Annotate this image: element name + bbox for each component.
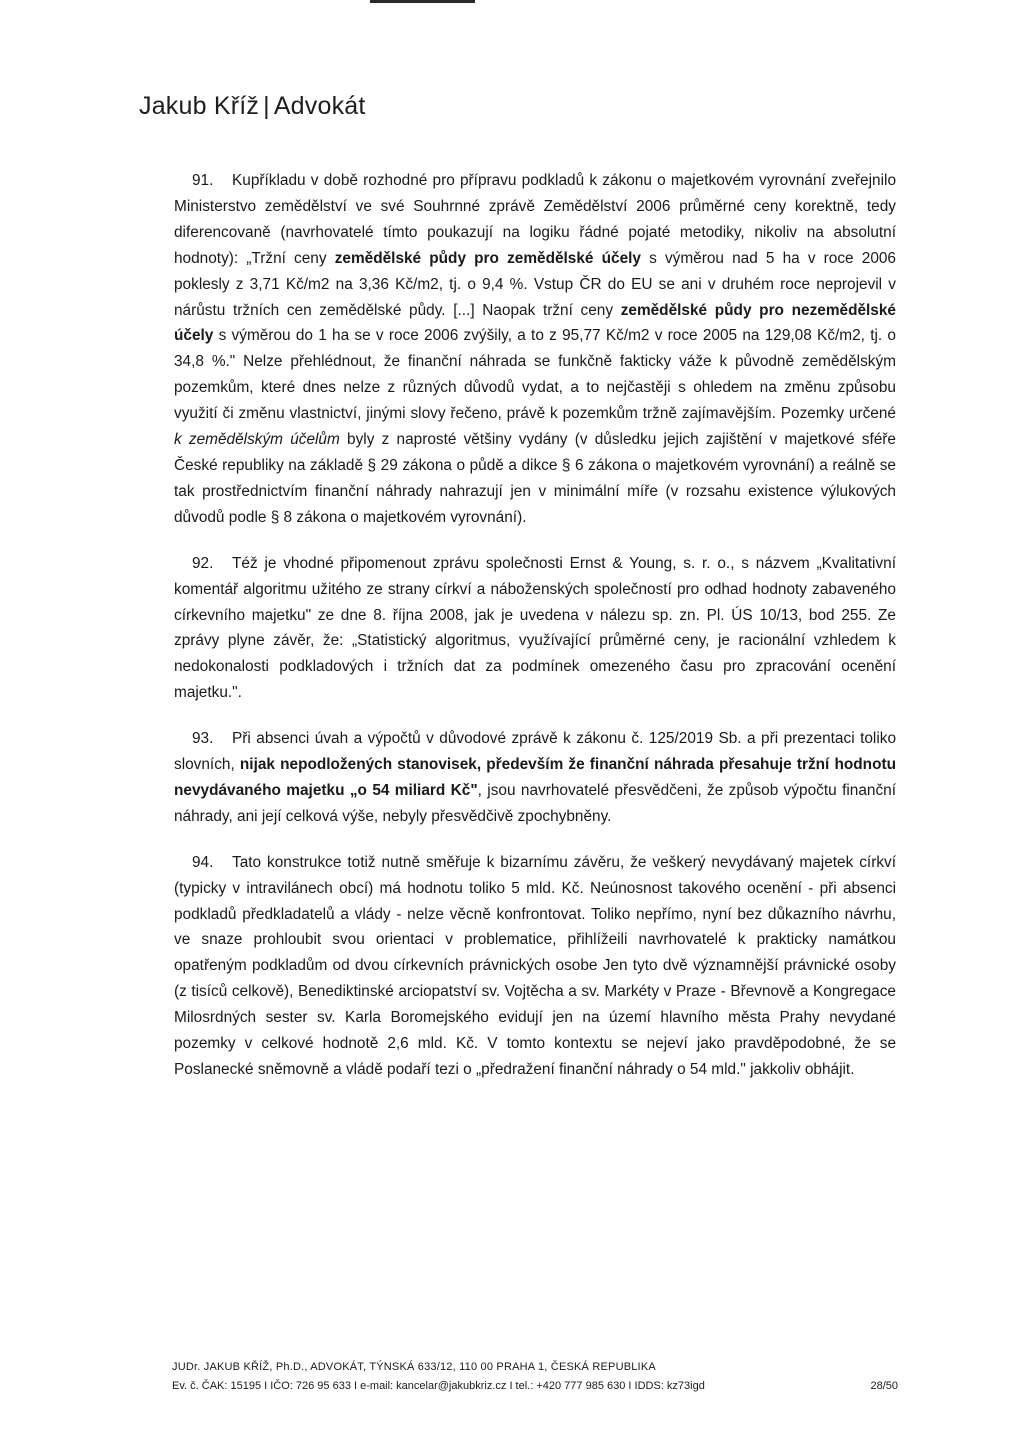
paragraph-text: s výměrou nad 5 ha v roce 2006 poklesly z 3,71 Kč/m2 na 3,36 Kč/m2, tj. o 9,4 %. Vstup ČR do EU se ani v druhém roce neprojevil v nárůstu tržních cen zemědělské půdy. [...] Naopak tržní ceny [174, 249, 896, 319]
footer-contacts: Ev. č. ČAK: 15195 I IČO: 726 95 633 I e-mail: kancelar@jakubkriz.cz I tel.: +420 777 985 630 I IDDS: kz73igd [172, 1380, 705, 1392]
paragraph-text: Tato konstrukce totiž nutně směřuje k bizarnímu závěru, že veškerý nevydávaný majetek církví (typicky v intravilánech obcí) má hodnotu toliko 5 mld. Kč. Neúnosnost takového ocenění - při absenci podkladů předkladatelů a vlády - nelze věcně konfrontovat. Toliko nepřímo, nyní bez důkazního návrhu, ve snaze prohloubit svou orientaci v problematice, přihlížeili navrhovatelé k prakticky namátkou opatřeným podkladům od dvou církevních právnických osobe Jen tyto dvě významnější právnické osoby (z tisíců celkově), Benediktinské arciopatství sv. Vojtěcha a sv. Markéty v Praze - Břevnově a Kongregace Milosrdných sester sv. Karla Boromejského evidují jen na území hlavního města Prahy nevydané pozemky v celkové hodnotě 2,6 mld. Kč. V tomto kontextu se nejeví jako pravděpodobné, že se Poslanecké sněmovně a vládě podaří tezi o „předražení finanční náhrady o 54 mld." jakkoliv obhájit. [174, 853, 896, 1078]
paragraph-91 [174, 168, 896, 531]
letterhead-name: Jakub Kříž [139, 92, 260, 120]
paragraph-number: 91. [192, 172, 214, 189]
footer-contacts-row [172, 1380, 898, 1392]
paragraph-text: Při absenci úvah a výpočtů v důvodové zprávě k zákonu č. 125/2019 Sb. a při prezentaci toliko slovních, [174, 730, 896, 774]
paragraph-bold-text: zemědělské půdy pro zemědělské účely [334, 249, 641, 267]
top-edge-mark [370, 0, 475, 3]
paragraph-93 [174, 726, 896, 830]
document-body [174, 168, 896, 1103]
paragraph-92 [174, 551, 896, 706]
paragraph-text: , jsou navrhovatelé přesvědčeni, že způsob výpočtu finanční náhrady, ani její celková výše, nebyly přesvědčivě zpochybněny. [174, 781, 896, 825]
page-footer [172, 1361, 898, 1392]
page-number: 28/50 [870, 1380, 898, 1392]
letterhead-separator: | [263, 92, 270, 120]
paragraph-number: 94. [192, 853, 214, 871]
letterhead [139, 92, 366, 121]
letterhead-title: Advokát [273, 92, 366, 120]
paragraph-text: s výměrou do 1 ha se v roce 2006 zvýšily, a to z 95,77 Kč/m2 v roce 2005 na 129,08 Kč/m2, tj. o 34,8 %." Nelze přehlédnout, že finanční náhrada se funkčně fakticky váže k původně zemědělským pozemkům, které dnes nelze z různých důvodů vydat, a to nejčastěji s ohledem na změnu způsobu využití či změnu vlastnictví, jinými slovy řečeno, právě k pozemkům tržně zajímavějším. Pozemky určené [174, 327, 896, 423]
paragraph-bold-text: zemědělské půdy pro nezemědělské účely [174, 301, 896, 345]
paragraph-94 [174, 850, 896, 1083]
paragraph-number: 92. [192, 554, 214, 572]
paragraph-bold-text: nijak nepodložených stanovisek, především že finanční náhrada přesahuje tržní hodnotu nevydávaného majetku „o 54 miliard Kč" [174, 756, 896, 799]
footer-address: JUDr. JAKUB KŘÍŽ, Ph.D., ADVOKÁT, TÝNSKÁ 633/12, 110 00 PRAHA 1, ČESKÁ REPUBLIKA [172, 1361, 656, 1373]
paragraph-text: Též je vhodné připomenout zprávu společnosti Ernst & Young, s. r. o., s názvem „Kvalitativní komentář algoritmu užitého ze strany církví a náboženských společností pro odhad hodnoty zabaveného církevního majetku" ze dne 8. října 2008, jak je uvedena v nálezu sp. zn. Pl. ÚS 10/13, bod 255. Ze zprávy plyne závěr, že: „Statistický algoritmus, využívající průměrné ceny, je racionální vzhledem k nedokonalosti podkladových i tržních dat za podmínek omezeného času pro zpracování ocenění majetku.". [174, 554, 896, 702]
paragraph-italic-text: k zemědělským účelům [174, 431, 340, 449]
paragraph-text: byly z naprosté většiny vydány (v důsledku jejich zajištění v majetkové sféře České republiky na základě § 29 zákona o půdě a dikce § 6 zákona o majetkovém vyrovnání) a reálně se tak prostřednictvím finanční náhrady nahrazují jen v minimální míře (v rozsahu existence výlukových důvodů podle § 8 zákona o majetkovém vyrovnání). [174, 431, 896, 526]
paragraph-number: 93. [192, 730, 214, 748]
paragraph-text: Kupříkladu v době rozhodné pro přípravu podkladů k zákonu o majetkovém vyrovnání zveřejnilo Ministerstvo zemědělství ve své Souhrnné zprávě Zemědělství 2006 průměrné ceny korektně, tedy diferencovaně (navrhovatelé tímto poukazují na logiku řádné pojaté metodiky, nikoliv na absolutní hodnoty): „Tržní ceny [174, 172, 896, 267]
